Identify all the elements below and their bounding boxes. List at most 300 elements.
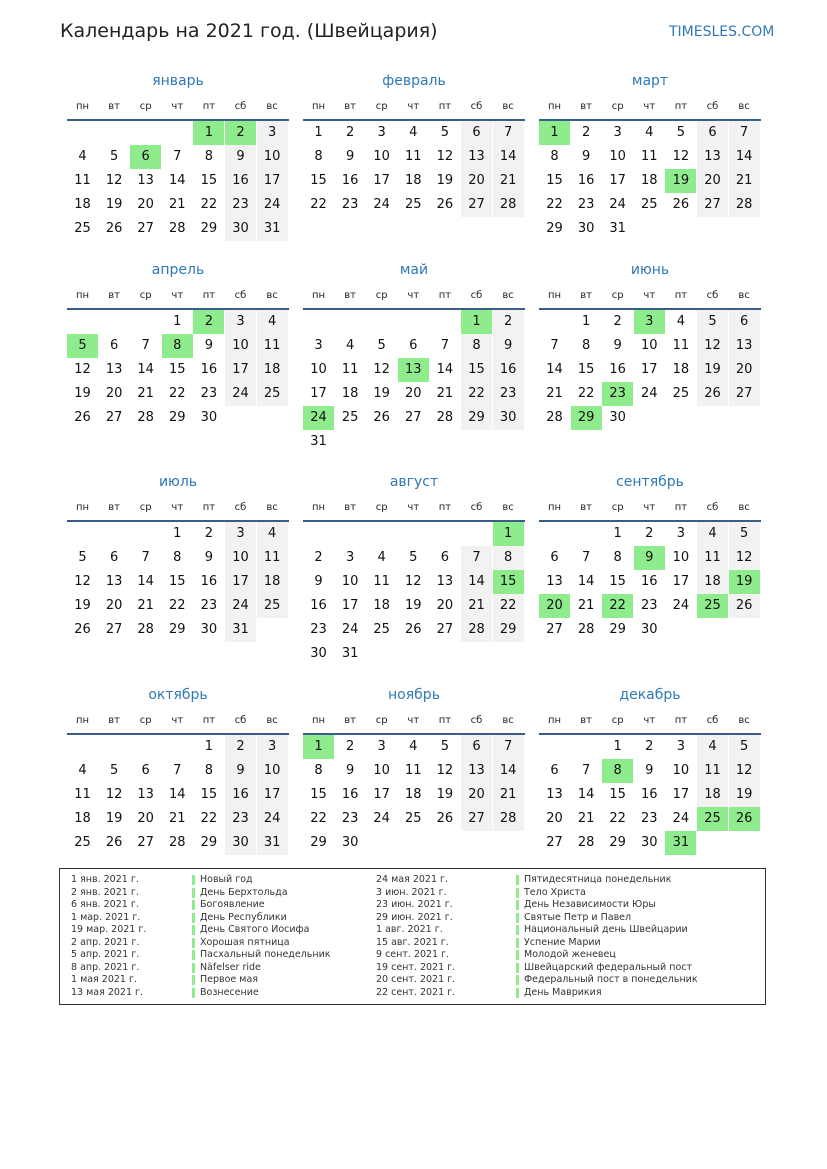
day-cell: 28 xyxy=(577,622,595,637)
month-name: январь xyxy=(152,73,204,89)
holiday-marker xyxy=(192,988,195,998)
day-cell: 1 xyxy=(581,314,591,329)
weekday-header xyxy=(539,290,761,304)
day-cell: 20 xyxy=(735,362,753,377)
day-cell: 8 xyxy=(204,763,214,778)
weekday-header xyxy=(67,290,289,304)
day-cell: 3 xyxy=(236,526,245,541)
day-cell: 6 xyxy=(550,550,559,565)
day-cell: 7 xyxy=(503,125,513,140)
weekday-label: пт xyxy=(674,715,688,726)
weekday-header xyxy=(67,502,289,516)
weekday-label: ср xyxy=(139,101,152,112)
day-cell: 19 xyxy=(405,598,422,613)
holiday-day: 6 xyxy=(130,145,161,169)
weekday-label: пт xyxy=(202,715,216,726)
day-cell: 15 xyxy=(200,787,218,802)
holiday-date: 1 мар. 2021 г. xyxy=(71,911,141,923)
weekday-label: чт xyxy=(643,290,656,301)
day-cell: 10 xyxy=(641,338,658,353)
day-cell: 15 xyxy=(609,574,626,589)
day-cell: 22 xyxy=(200,811,218,826)
weekday-label: сб xyxy=(234,101,247,112)
weekday-label: вс xyxy=(738,101,750,112)
day-cell: 2 xyxy=(314,550,323,565)
day-cell: 13 xyxy=(105,574,123,589)
day-cell: 29 xyxy=(546,221,563,236)
day-cell: 18 xyxy=(341,386,359,401)
day-cell: 7 xyxy=(581,763,591,778)
weekday-label: сб xyxy=(234,715,247,726)
day-cell: 10 xyxy=(672,550,690,565)
holiday-marker xyxy=(516,988,519,998)
holiday-day: 23 xyxy=(602,382,633,406)
day-cell: 25 xyxy=(263,386,281,401)
day-cell: 24 xyxy=(672,598,690,613)
day-cell: 24 xyxy=(232,598,249,613)
holiday-date: 29 июн. 2021 г. xyxy=(376,911,453,923)
weekday-label: вт xyxy=(580,290,592,301)
weekday-label: ср xyxy=(139,715,152,726)
holiday-date: 19 сент. 2021 г. xyxy=(376,961,456,973)
holiday-day: 1 xyxy=(493,522,524,546)
day-cell: 5 xyxy=(739,739,749,754)
day-cell: 18 xyxy=(672,362,690,377)
day-cell: 26 xyxy=(405,622,422,637)
day-cell: 23 xyxy=(232,197,249,212)
weekday-label: вс xyxy=(266,502,278,513)
month-name: февраль xyxy=(382,73,446,89)
holiday-day: 19 xyxy=(729,570,760,594)
day-cell: 17 xyxy=(263,787,281,802)
day-cell: 14 xyxy=(169,787,186,802)
day-cell: 25 xyxy=(341,410,359,425)
day-cell: 27 xyxy=(436,622,454,637)
weekday-label: пн xyxy=(311,290,326,301)
weekday-label: пн xyxy=(547,502,562,513)
holiday-name: Святые Петр и Павел xyxy=(524,911,632,923)
day-cell: 15 xyxy=(468,362,485,377)
day-cell: 6 xyxy=(708,125,717,140)
day-cell: 26 xyxy=(74,622,91,637)
weekday-label: пт xyxy=(202,502,216,513)
day-cell: 24 xyxy=(641,386,658,401)
holiday-marker xyxy=(192,950,195,960)
day-cell: 29 xyxy=(200,221,218,236)
day-cell: 30 xyxy=(641,835,658,850)
day-cell: 21 xyxy=(436,386,454,401)
weekday-label: вс xyxy=(738,290,750,301)
holiday-marker xyxy=(516,913,519,923)
weekday-label: чт xyxy=(171,101,184,112)
day-cell: 25 xyxy=(373,622,390,637)
day-cell: 3 xyxy=(345,550,355,565)
day-cell: 1 xyxy=(613,739,622,754)
holiday-marker xyxy=(516,975,519,985)
holiday-marker xyxy=(192,963,195,973)
weekday-label: ср xyxy=(611,715,624,726)
holiday-date: 22 сент. 2021 г. xyxy=(376,986,456,998)
weekday-label: ср xyxy=(375,502,388,513)
day-cell: 19 xyxy=(373,386,390,401)
day-cell: 30 xyxy=(609,410,626,425)
day-cell: 25 xyxy=(405,811,422,826)
day-cell: 15 xyxy=(546,173,563,188)
day-cell: 23 xyxy=(200,386,218,401)
day-cell: 24 xyxy=(341,622,359,637)
day-cell: 16 xyxy=(641,787,658,802)
day-cell: 6 xyxy=(739,314,749,329)
day-cell: 10 xyxy=(609,149,626,164)
weekday-label: чт xyxy=(643,502,656,513)
day-cell: 12 xyxy=(735,763,753,778)
day-cell: 5 xyxy=(109,149,119,164)
day-cell: 25 xyxy=(263,598,281,613)
day-cell: 12 xyxy=(735,550,753,565)
day-cell: 29 xyxy=(200,835,218,850)
weekday-label: вс xyxy=(266,101,278,112)
day-cell: 8 xyxy=(314,763,323,778)
holiday-name: День Берхтольда xyxy=(200,886,288,898)
day-cell: 29 xyxy=(468,410,485,425)
day-cell: 29 xyxy=(499,622,517,637)
weekday-header xyxy=(539,502,761,516)
weekday-label: сб xyxy=(234,290,247,301)
holiday-name: Национальный день Швейцарии xyxy=(524,924,688,935)
day-cell: 3 xyxy=(236,314,245,329)
holiday-name: День Независимости Юры xyxy=(524,899,656,910)
holiday-name: Молодой женевец xyxy=(524,949,616,960)
day-cell: 27 xyxy=(704,197,721,212)
weekday-label: вт xyxy=(344,715,356,726)
holiday-day: 25 xyxy=(697,807,728,831)
weekday-label: чт xyxy=(643,715,656,726)
holiday-date: 1 мая 2021 г. xyxy=(71,974,137,985)
day-cell: 3 xyxy=(314,338,323,353)
day-cell: 18 xyxy=(74,811,91,826)
day-cell: 4 xyxy=(267,526,277,541)
day-cell: 4 xyxy=(377,550,386,565)
day-cell: 4 xyxy=(345,338,355,353)
holiday-name: Пятидесятница понедельник xyxy=(524,874,672,885)
day-cell: 11 xyxy=(341,362,359,377)
month-name: ноябрь xyxy=(388,687,440,703)
weekday-header xyxy=(303,502,525,516)
day-cell: 6 xyxy=(440,550,450,565)
day-cell: 11 xyxy=(641,149,658,164)
day-cell: 11 xyxy=(373,574,390,589)
day-cell: 23 xyxy=(310,622,327,637)
day-cell: 6 xyxy=(141,763,150,778)
day-cell: 21 xyxy=(169,197,186,212)
weekday-label: пт xyxy=(202,101,216,112)
day-cell: 20 xyxy=(704,173,721,188)
weekday-label: вс xyxy=(502,290,514,301)
day-cell: 17 xyxy=(609,173,626,188)
day-cell: 12 xyxy=(436,149,454,164)
day-cell: 31 xyxy=(232,622,249,637)
day-cell: 24 xyxy=(373,811,390,826)
day-cell: 26 xyxy=(105,221,123,236)
day-cell: 18 xyxy=(704,787,721,802)
day-cell: 16 xyxy=(200,574,218,589)
day-cell: 19 xyxy=(74,386,91,401)
weekday-label: ср xyxy=(611,290,624,301)
day-cell: 4 xyxy=(708,739,717,754)
day-cell: 3 xyxy=(377,739,386,754)
weekday-label: пн xyxy=(547,290,562,301)
holiday-day: 29 xyxy=(571,406,602,430)
day-cell: 3 xyxy=(377,125,386,140)
day-cell: 11 xyxy=(263,338,281,353)
holiday-day: 9 xyxy=(634,546,665,570)
day-cell: 9 xyxy=(645,763,654,778)
day-cell: 18 xyxy=(405,173,422,188)
holiday-date: 5 апр. 2021 г. xyxy=(71,949,140,960)
day-cell: 23 xyxy=(641,811,658,826)
holiday-list xyxy=(59,868,766,1005)
holiday-day: 31 xyxy=(665,831,696,855)
weekday-label: вт xyxy=(344,502,356,513)
day-cell: 2 xyxy=(581,125,591,140)
day-cell: 27 xyxy=(468,811,485,826)
day-cell: 29 xyxy=(609,835,626,850)
holiday-date: 2 апр. 2021 г. xyxy=(71,936,140,948)
day-cell: 15 xyxy=(577,362,595,377)
weekday-label: вс xyxy=(502,715,514,726)
day-cell: 24 xyxy=(373,197,390,212)
weekday-label: пн xyxy=(75,290,90,301)
day-cell: 24 xyxy=(263,811,281,826)
day-cell: 26 xyxy=(74,410,91,425)
day-cell: 22 xyxy=(200,197,218,212)
day-cell: 5 xyxy=(440,125,450,140)
day-cell: 11 xyxy=(405,149,422,164)
weekday-label: чт xyxy=(407,290,420,301)
day-cell: 13 xyxy=(468,149,485,164)
day-cell: 30 xyxy=(232,221,249,236)
holiday-day: 8 xyxy=(602,759,633,783)
day-cell: 11 xyxy=(672,338,690,353)
day-cell: 10 xyxy=(263,149,281,164)
day-cell: 19 xyxy=(105,197,123,212)
day-cell: 22 xyxy=(169,386,186,401)
day-cell: 27 xyxy=(735,386,753,401)
day-cell: 1 xyxy=(314,125,323,140)
day-cell: 21 xyxy=(546,386,563,401)
day-cell: 28 xyxy=(577,835,595,850)
day-cell: 30 xyxy=(499,410,517,425)
day-cell: 5 xyxy=(109,763,119,778)
holiday-name: Швейцарский федеральный пост xyxy=(524,961,693,973)
day-cell: 11 xyxy=(74,787,91,802)
day-cell: 30 xyxy=(200,410,218,425)
weekday-header xyxy=(67,101,289,115)
holiday-marker xyxy=(192,888,195,898)
day-cell: 4 xyxy=(78,763,87,778)
day-cell: 10 xyxy=(341,574,359,589)
day-cell: 13 xyxy=(546,787,563,802)
day-cell: 29 xyxy=(609,622,626,637)
day-cell: 5 xyxy=(78,550,87,565)
day-cell: 26 xyxy=(735,598,753,613)
day-cell: 12 xyxy=(373,362,390,377)
weekday-label: вс xyxy=(738,502,750,513)
weekday-label: ср xyxy=(375,290,388,301)
weekday-label: чт xyxy=(171,290,184,301)
holiday-date: 9 сент. 2021 г. xyxy=(376,949,450,960)
day-cell: 12 xyxy=(672,149,690,164)
day-cell: 17 xyxy=(232,362,249,377)
holiday-day: 15 xyxy=(493,570,524,594)
day-cell: 28 xyxy=(499,197,517,212)
day-cell: 15 xyxy=(609,787,626,802)
weekday-label: пт xyxy=(674,290,688,301)
holiday-name: Новый год xyxy=(200,874,253,885)
day-cell: 23 xyxy=(200,598,218,613)
holiday-day: 25 xyxy=(697,594,728,618)
day-cell: 28 xyxy=(169,221,186,236)
holiday-marker xyxy=(516,963,519,973)
day-cell: 21 xyxy=(499,173,517,188)
day-cell: 29 xyxy=(169,410,186,425)
weekday-label: вт xyxy=(108,502,120,513)
day-cell: 22 xyxy=(546,197,563,212)
weekday-label: вт xyxy=(108,290,120,301)
day-cell: 20 xyxy=(405,386,422,401)
weekday-label: пн xyxy=(311,715,326,726)
day-cell: 26 xyxy=(704,386,721,401)
day-cell: 30 xyxy=(310,646,327,661)
weekday-label: пт xyxy=(438,502,452,513)
holiday-day: 24 xyxy=(303,406,334,430)
weekday-label: пт xyxy=(674,502,688,513)
day-cell: 14 xyxy=(436,362,454,377)
site-link[interactable]: TIMESLES.COM xyxy=(669,24,775,40)
holiday-name: День Республики xyxy=(200,911,287,923)
day-cell: 12 xyxy=(436,763,454,778)
weekday-label: ср xyxy=(375,715,388,726)
weekday-label: вс xyxy=(266,715,278,726)
day-cell: 6 xyxy=(109,550,119,565)
day-cell: 13 xyxy=(468,763,485,778)
month-name: декабрь xyxy=(619,687,681,703)
day-cell: 14 xyxy=(577,787,595,802)
day-cell: 2 xyxy=(345,125,355,140)
day-cell: 12 xyxy=(105,173,123,188)
day-cell: 29 xyxy=(169,622,186,637)
day-cell: 1 xyxy=(173,314,182,329)
day-cell: 12 xyxy=(74,574,91,589)
day-cell: 6 xyxy=(109,338,119,353)
weekday-label: сб xyxy=(470,715,483,726)
holiday-marker xyxy=(192,975,195,985)
day-cell: 11 xyxy=(263,550,281,565)
day-cell: 7 xyxy=(141,550,150,565)
day-cell: 13 xyxy=(436,574,454,589)
day-cell: 23 xyxy=(341,197,359,212)
day-cell: 27 xyxy=(137,835,154,850)
day-cell: 17 xyxy=(310,386,327,401)
page-title: Календарь на 2021 год. (Швейцария) xyxy=(60,20,438,42)
day-cell: 13 xyxy=(137,787,154,802)
day-cell: 18 xyxy=(74,197,91,212)
weekday-header xyxy=(539,101,761,115)
day-cell: 3 xyxy=(267,739,277,754)
day-cell: 2 xyxy=(345,739,355,754)
day-cell: 22 xyxy=(310,811,327,826)
holiday-day: 3 xyxy=(634,310,665,334)
day-cell: 8 xyxy=(503,550,513,565)
day-cell: 20 xyxy=(436,598,454,613)
day-cell: 16 xyxy=(577,173,595,188)
day-cell: 16 xyxy=(499,362,517,377)
day-cell: 14 xyxy=(169,173,186,188)
weekday-label: ср xyxy=(611,502,624,513)
day-cell: 17 xyxy=(373,173,390,188)
weekday-label: чт xyxy=(171,715,184,726)
weekday-label: пн xyxy=(75,715,90,726)
day-cell: 13 xyxy=(546,574,563,589)
holiday-marker xyxy=(516,950,519,960)
weekday-label: сб xyxy=(706,101,719,112)
day-cell: 30 xyxy=(232,835,249,850)
day-cell: 14 xyxy=(577,574,595,589)
day-cell: 13 xyxy=(137,173,154,188)
day-cell: 10 xyxy=(263,763,281,778)
day-cell: 17 xyxy=(341,598,359,613)
holiday-name: Пасхальный понедельник xyxy=(200,949,331,960)
holiday-day: 22 xyxy=(602,594,633,618)
month-name: июль xyxy=(158,474,198,490)
holiday-name: Хорошая пятница xyxy=(200,936,290,948)
weekday-label: сб xyxy=(470,502,483,513)
day-cell: 9 xyxy=(581,149,591,164)
holiday-date: 24 мая 2021 г. xyxy=(376,874,449,885)
day-cell: 27 xyxy=(546,622,563,637)
day-cell: 4 xyxy=(78,149,87,164)
weekday-header xyxy=(67,715,289,729)
holiday-day: 26 xyxy=(729,807,760,831)
weekday-label: вт xyxy=(344,290,356,301)
day-cell: 10 xyxy=(373,149,390,164)
day-cell: 17 xyxy=(672,787,690,802)
weekday-label: вт xyxy=(108,101,120,112)
day-cell: 18 xyxy=(263,574,281,589)
holiday-day: 1 xyxy=(539,121,570,145)
weekday-label: ср xyxy=(375,101,388,112)
day-cell: 14 xyxy=(499,149,517,164)
day-cell: 1 xyxy=(613,526,622,541)
weekday-label: пт xyxy=(438,290,452,301)
day-cell: 20 xyxy=(137,197,154,212)
weekday-label: пн xyxy=(547,101,562,112)
weekday-header xyxy=(303,715,525,729)
day-cell: 9 xyxy=(236,149,245,164)
holiday-date: 20 сент. 2021 г. xyxy=(376,974,456,985)
day-cell: 4 xyxy=(645,125,654,140)
holiday-date: 2 янв. 2021 г. xyxy=(71,886,139,898)
holiday-name: Первое мая xyxy=(200,974,258,985)
day-cell: 11 xyxy=(405,763,422,778)
day-cell: 28 xyxy=(735,197,753,212)
holiday-marker xyxy=(516,925,519,935)
weekday-label: сб xyxy=(706,290,719,301)
weekday-label: пн xyxy=(547,715,562,726)
day-cell: 17 xyxy=(641,362,658,377)
weekday-label: чт xyxy=(407,715,420,726)
day-cell: 8 xyxy=(173,550,182,565)
